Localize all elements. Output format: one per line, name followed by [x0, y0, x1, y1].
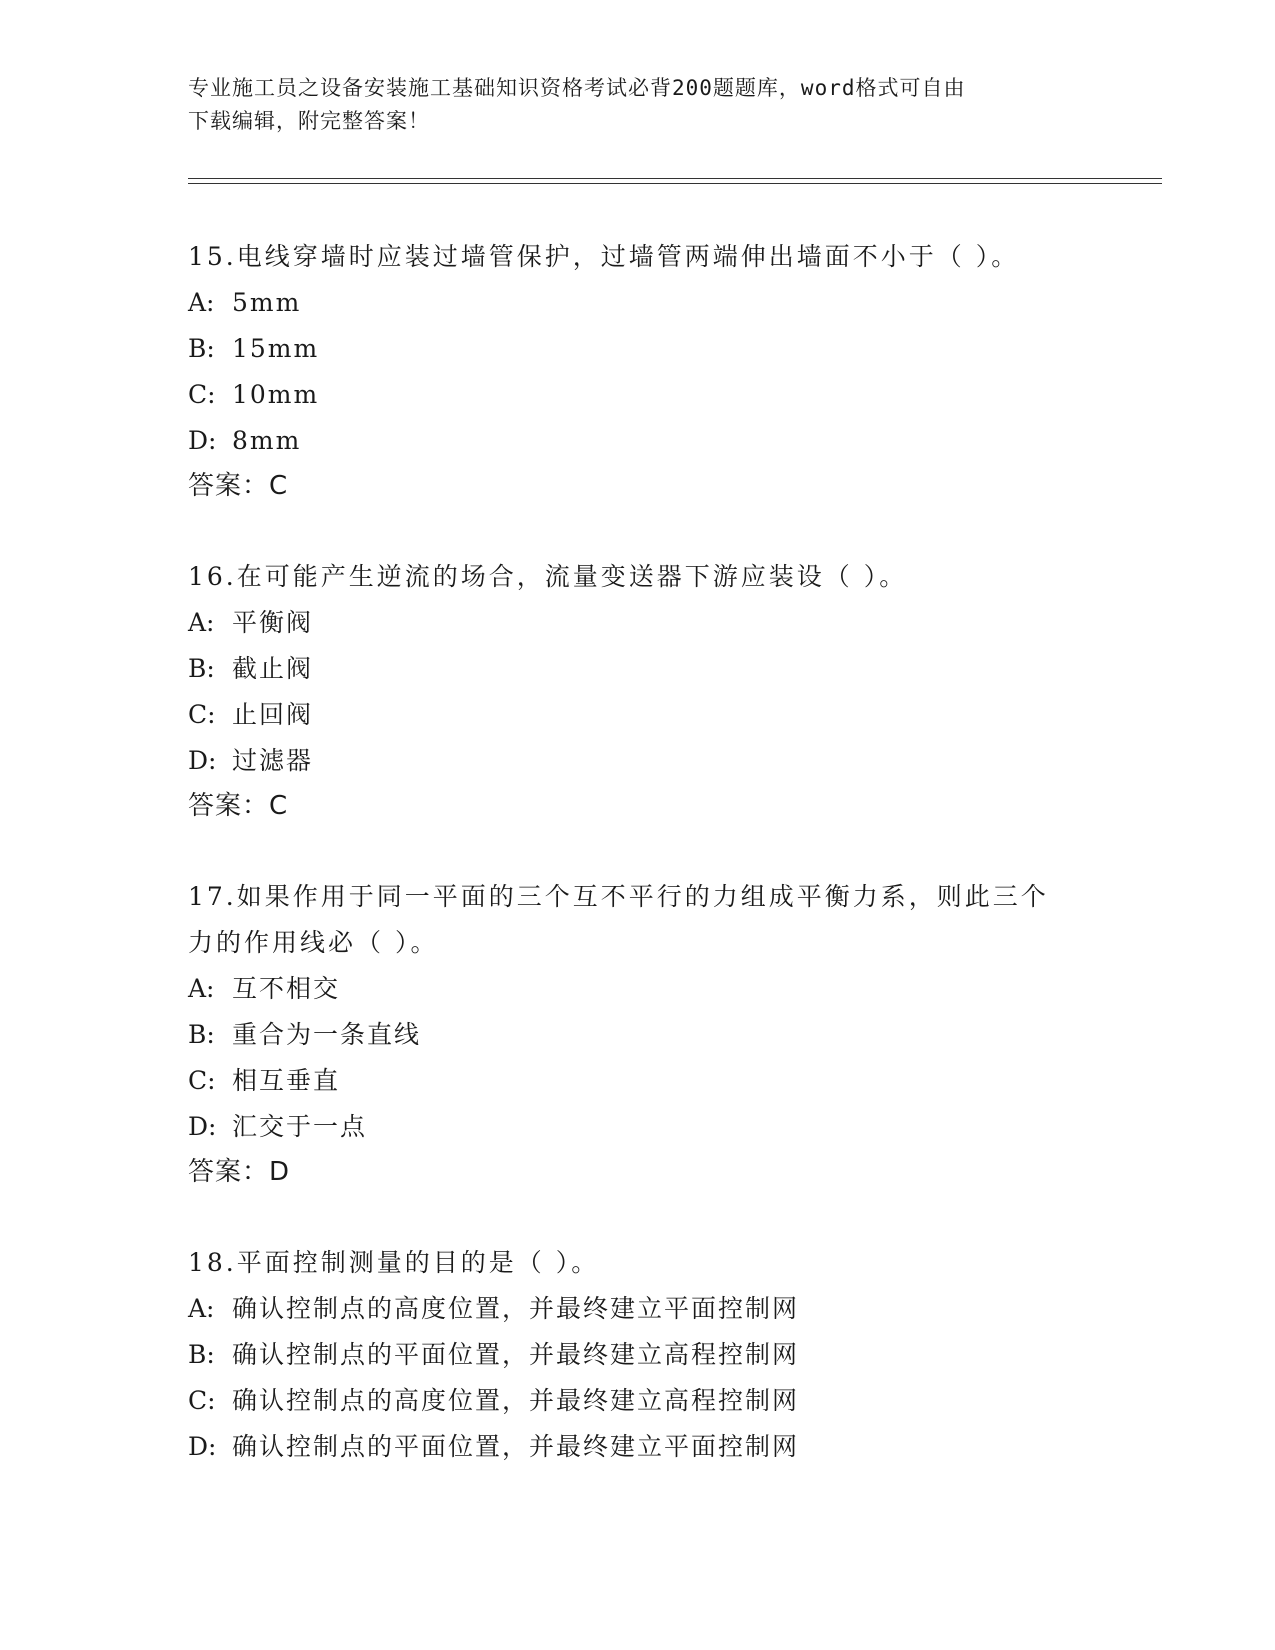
option-letter: C: — [188, 380, 216, 409]
option-text: 确认控制点的平面位置，并最终建立平面控制网 — [232, 1432, 800, 1461]
option-letter: C: — [188, 1386, 216, 1415]
option-b — [188, 1012, 1088, 1058]
option-text: 截止阀 — [232, 654, 314, 683]
option-letter: B: — [188, 654, 215, 683]
question-stem: 16.在可能产生逆流的场合，流量变送器下游应装设（ ）。 — [188, 562, 908, 591]
option-c — [188, 372, 1088, 418]
option-letter: B: — [188, 1020, 215, 1049]
question-16 — [188, 554, 1088, 828]
option-b — [188, 326, 1088, 372]
option-letter: D: — [188, 746, 217, 775]
option-text: 止回阀 — [232, 700, 314, 729]
option-text: 相互垂直 — [232, 1066, 341, 1095]
question-15 — [188, 234, 1088, 508]
option-c — [188, 692, 1088, 738]
question-stem: 15.电线穿墙时应装过墙管保护，过墙管两端伸出墙面不小于（ ）。 — [188, 242, 1020, 271]
option-a — [188, 280, 1088, 326]
option-letter: A: — [188, 608, 215, 637]
option-letter: D: — [188, 1432, 217, 1461]
option-c — [188, 1058, 1088, 1104]
option-c — [188, 1378, 1088, 1424]
option-text: 15mm — [232, 334, 320, 363]
question-18 — [188, 1240, 1088, 1470]
option-a — [188, 1286, 1088, 1332]
option-letter: A: — [188, 288, 215, 317]
option-a — [188, 600, 1088, 646]
document-header — [188, 72, 1078, 138]
header-line-1: 专业施工员之设备安装施工基础知识资格考试必背200题题库，word格式可自由 — [188, 76, 966, 100]
option-b — [188, 646, 1088, 692]
option-d — [188, 1424, 1088, 1470]
option-letter: C: — [188, 1066, 216, 1095]
question-stem: 18.平面控制测量的目的是（ ）。 — [188, 1248, 600, 1277]
option-letter: B: — [188, 1340, 215, 1369]
option-text: 平衡阀 — [232, 608, 314, 637]
option-letter: D: — [188, 1112, 217, 1141]
question-17 — [188, 874, 1088, 1194]
option-text: 重合为一条直线 — [232, 1020, 422, 1049]
option-text: 确认控制点的高度位置，并最终建立平面控制网 — [232, 1294, 800, 1323]
option-text: 确认控制点的平面位置，并最终建立高程控制网 — [232, 1340, 800, 1369]
option-text: 10mm — [232, 380, 320, 409]
answer-line: 答案：D — [188, 1157, 291, 1187]
option-text: 互不相交 — [232, 974, 341, 1003]
option-text: 过滤器 — [232, 746, 314, 775]
question-stem-line-1: 17.如果作用于同一平面的三个互不平行的力组成平衡力系，则此三个 — [188, 882, 1049, 911]
header-line-2: 下载编辑，附完整答案！ — [188, 109, 430, 133]
question-stem-line-2: 力的作用线必（ ）。 — [188, 928, 439, 957]
option-letter: A: — [188, 974, 215, 1003]
option-letter: B: — [188, 334, 215, 363]
option-letter: D: — [188, 426, 217, 455]
option-a — [188, 966, 1088, 1012]
header-divider-top — [188, 178, 1162, 179]
option-text: 8mm — [232, 426, 302, 455]
option-letter: A: — [188, 1294, 215, 1323]
option-letter: C: — [188, 700, 216, 729]
option-text: 确认控制点的高度位置，并最终建立高程控制网 — [232, 1386, 800, 1415]
option-text: 5mm — [232, 288, 302, 317]
answer-line: 答案：C — [188, 471, 289, 501]
option-text: 汇交于一点 — [232, 1112, 368, 1141]
option-b — [188, 1332, 1088, 1378]
option-d — [188, 1104, 1088, 1150]
answer-line: 答案：C — [188, 791, 289, 821]
header-divider-bottom — [188, 183, 1162, 184]
option-d — [188, 738, 1088, 784]
option-d — [188, 418, 1088, 464]
